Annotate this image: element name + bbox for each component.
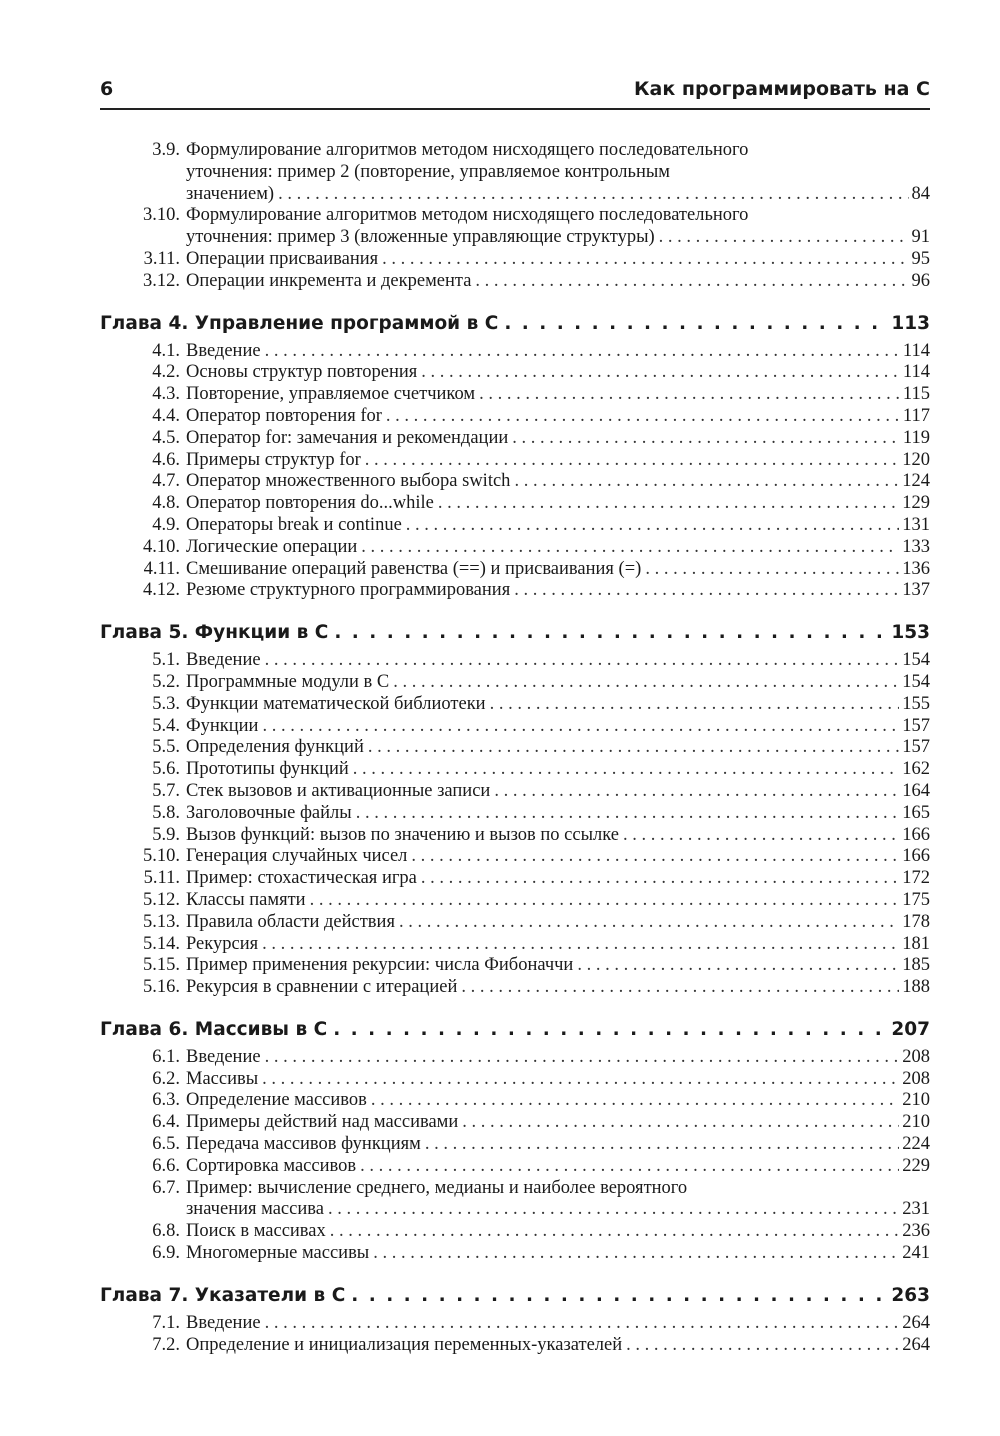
toc-entry-page: 241 bbox=[899, 1243, 930, 1265]
toc-leader-dots bbox=[626, 1335, 899, 1357]
toc-leader-dots bbox=[278, 184, 908, 206]
toc-entry bbox=[100, 1178, 930, 1200]
toc-entry-number: 5.10. bbox=[143, 846, 180, 867]
toc-entry-number: 4.10. bbox=[143, 536, 180, 557]
toc-leader-dots bbox=[438, 493, 899, 515]
toc-entry bbox=[100, 1069, 930, 1091]
toc-entry-number: 4.9. bbox=[152, 514, 180, 535]
toc-entry-page: 166 bbox=[899, 825, 930, 847]
toc-entry bbox=[100, 384, 930, 406]
toc-entry bbox=[100, 890, 930, 912]
toc-entry-title: значения массива bbox=[186, 1199, 328, 1221]
toc-entry bbox=[100, 537, 930, 559]
toc-leader-dots bbox=[490, 694, 900, 716]
toc-entry bbox=[100, 140, 930, 162]
toc-entry bbox=[100, 1047, 930, 1069]
toc-leader-dots bbox=[577, 955, 899, 977]
toc-entry-page: 172 bbox=[899, 868, 930, 890]
toc-leader-dots bbox=[334, 620, 887, 646]
toc-leader-dots bbox=[356, 803, 900, 825]
toc-entry-number: 4.4. bbox=[152, 405, 180, 426]
toc-chapter bbox=[100, 311, 930, 337]
toc-entry bbox=[100, 977, 930, 999]
toc-entry-title: Функции математической библиотеки bbox=[186, 694, 490, 716]
toc-entry bbox=[100, 1112, 930, 1134]
toc-entry bbox=[100, 450, 930, 472]
toc-leader-dots bbox=[421, 362, 900, 384]
toc-entry-number: 4.2. bbox=[152, 362, 180, 383]
toc-entry-number: 5.6. bbox=[152, 759, 180, 780]
toc-entry bbox=[100, 471, 930, 493]
toc-chapter bbox=[100, 1017, 930, 1043]
toc-leader-dots bbox=[368, 737, 899, 759]
toc-entry bbox=[100, 341, 930, 363]
toc-entry-page: 154 bbox=[899, 650, 930, 672]
toc-entry bbox=[100, 406, 930, 428]
toc-entry-title: Вызов функций: вызов по значению и вызов по ссылке bbox=[186, 825, 623, 847]
running-header bbox=[100, 78, 930, 110]
toc-entry-title: Основы структур повторения bbox=[186, 362, 421, 384]
toc-entry-title: Функции bbox=[186, 716, 262, 738]
toc-entry-title: Генерация случайных чисел bbox=[186, 846, 411, 868]
toc-leader-dots bbox=[475, 271, 908, 293]
toc-entry-page: 185 bbox=[899, 955, 930, 977]
toc-entry-number: 6.5. bbox=[152, 1134, 180, 1155]
toc-entry bbox=[100, 803, 930, 825]
toc-entry-page: 236 bbox=[899, 1221, 930, 1243]
toc-entry bbox=[100, 1199, 930, 1221]
toc-entry-page: 264 bbox=[899, 1313, 930, 1335]
toc-entry-page: 208 bbox=[899, 1047, 930, 1069]
toc-entry-page: 157 bbox=[899, 716, 930, 738]
toc-entry bbox=[100, 162, 930, 184]
toc-entry-number: 5.7. bbox=[152, 780, 180, 801]
toc-entry bbox=[100, 559, 930, 581]
toc-entry bbox=[100, 249, 930, 271]
toc-entry bbox=[100, 1221, 930, 1243]
toc-leader-dots bbox=[262, 934, 899, 956]
toc-entry-title: Введение bbox=[186, 1313, 265, 1335]
toc-entry-title: Пример применения рекурсии: числа Фибоначчи bbox=[186, 955, 577, 977]
toc-entry-number: 5.14. bbox=[143, 933, 180, 954]
toc-leader-dots bbox=[659, 227, 909, 249]
toc-entry-number: 4.1. bbox=[152, 340, 180, 361]
toc-leader-dots bbox=[411, 846, 899, 868]
toc-entry-title: Прототипы функций bbox=[186, 759, 353, 781]
toc-entry-page: 84 bbox=[909, 184, 931, 206]
toc-entry-number: 3.11. bbox=[143, 248, 180, 269]
toc-leader-dots bbox=[371, 1090, 899, 1112]
toc-leader-dots bbox=[265, 341, 900, 363]
toc-entry-title: Правила области действия bbox=[186, 912, 399, 934]
toc-entry bbox=[100, 912, 930, 934]
toc-leader-dots bbox=[462, 1112, 899, 1134]
toc-entry-title: Оператор for: замечания и рекомендации bbox=[186, 428, 512, 450]
toc-entry-title: значением) bbox=[186, 184, 278, 206]
toc-chapter-page: 207 bbox=[891, 1018, 930, 1040]
toc-entry-title: Пример: вычисление среднего, медианы и наиболее вероятного bbox=[186, 1178, 691, 1200]
toc-leader-dots bbox=[406, 515, 899, 537]
toc-entry-page: 178 bbox=[899, 912, 930, 934]
toc-entry-title: Рекурсия в сравнении с итерацией bbox=[186, 977, 461, 999]
toc-entry-number: 4.6. bbox=[152, 449, 180, 470]
toc-leader-dots bbox=[333, 1017, 887, 1043]
toc-chapter-page: 263 bbox=[891, 1284, 930, 1306]
toc-entry bbox=[100, 1313, 930, 1335]
toc-entry-number: 4.11. bbox=[143, 558, 180, 579]
toc-entry-title: Поиск в массивах bbox=[186, 1221, 330, 1243]
toc-leader-dots bbox=[504, 311, 887, 337]
toc-leader-dots bbox=[262, 716, 899, 738]
toc-entry-number: 3.10. bbox=[143, 205, 180, 226]
toc-leader-dots bbox=[461, 977, 899, 999]
toc-entry bbox=[100, 515, 930, 537]
toc-entry-number: 6.8. bbox=[152, 1221, 180, 1242]
toc-leader-dots bbox=[645, 559, 899, 581]
toc-leader-dots bbox=[328, 1199, 899, 1221]
toc-entry-number: 3.9. bbox=[152, 140, 180, 160]
toc-entry-number: 5.2. bbox=[152, 671, 180, 692]
toc-entry bbox=[100, 205, 930, 227]
toc-entry bbox=[100, 868, 930, 890]
toc-entry-number: 5.3. bbox=[152, 693, 180, 714]
toc-entry-page: 120 bbox=[899, 450, 930, 472]
toc-leader-dots bbox=[382, 249, 908, 271]
toc-entry-page: 114 bbox=[900, 341, 930, 363]
toc-entry-title: Введение bbox=[186, 1047, 265, 1069]
toc-entry bbox=[100, 227, 930, 249]
toc-entry-number: 7.2. bbox=[152, 1334, 180, 1355]
toc-entry-page: 96 bbox=[909, 271, 931, 293]
toc-entry-title: Операции инкремента и декремента bbox=[186, 271, 475, 293]
toc-entry-number: 5.8. bbox=[152, 802, 180, 823]
toc-entry-title: Оператор множественного выбора switch bbox=[186, 471, 514, 493]
toc-entry-page: 164 bbox=[899, 781, 930, 803]
running-title: Как программировать на С bbox=[633, 78, 930, 100]
toc-entry bbox=[100, 759, 930, 781]
toc-leader-dots bbox=[514, 580, 899, 602]
toc-entry-number: 5.12. bbox=[143, 889, 180, 910]
toc-entry-title: Оператор повторения for bbox=[186, 406, 386, 428]
toc-entry-page: 115 bbox=[900, 384, 930, 406]
toc-entry bbox=[100, 1134, 930, 1156]
toc-chapter-title: Глава 6. Массивы в С bbox=[100, 1018, 328, 1040]
toc-entry bbox=[100, 737, 930, 759]
toc-entry-title: Резюме структурного программирования bbox=[186, 580, 514, 602]
toc-entry-page: 166 bbox=[899, 846, 930, 868]
toc-leader-dots bbox=[310, 890, 900, 912]
toc-entry-page: 154 bbox=[899, 672, 930, 694]
toc-entry-number: 3.12. bbox=[143, 270, 180, 291]
toc-entry-title: Операции присваивания bbox=[186, 249, 382, 271]
toc-entry bbox=[100, 694, 930, 716]
toc-entry-title: Логические операции bbox=[186, 537, 361, 559]
toc-entry-number: 6.2. bbox=[152, 1068, 180, 1089]
toc-leader-dots bbox=[514, 471, 899, 493]
toc-leader-dots bbox=[494, 781, 899, 803]
toc-entry-page: 181 bbox=[899, 934, 930, 956]
toc-entry bbox=[100, 493, 930, 515]
toc-leader-dots bbox=[262, 1069, 899, 1091]
toc-leader-dots bbox=[399, 912, 899, 934]
toc-leader-dots bbox=[425, 1134, 899, 1156]
toc-entry-page: 133 bbox=[899, 537, 930, 559]
toc-chapter bbox=[100, 1283, 930, 1309]
toc-leader-dots bbox=[360, 1156, 899, 1178]
toc-entry bbox=[100, 362, 930, 384]
toc-entry-page: 91 bbox=[909, 227, 931, 249]
toc-entry bbox=[100, 1335, 930, 1357]
toc-leader-dots bbox=[393, 672, 899, 694]
toc-entry bbox=[100, 672, 930, 694]
toc-entry-title: Примеры действий над массивами bbox=[186, 1112, 462, 1134]
toc-entry-number: 7.1. bbox=[152, 1312, 180, 1333]
toc-entry bbox=[100, 580, 930, 602]
toc-entry-title: Введение bbox=[186, 341, 265, 363]
toc-entry-title: Определение массивов bbox=[186, 1090, 371, 1112]
toc-leader-dots bbox=[330, 1221, 899, 1243]
toc-entry bbox=[100, 271, 930, 293]
toc-entry-title: Введение bbox=[186, 650, 265, 672]
toc-leader-dots bbox=[361, 537, 899, 559]
toc-entry-page: 137 bbox=[899, 580, 930, 602]
toc-entry-title: Передача массивов функциям bbox=[186, 1134, 425, 1156]
toc-entry bbox=[100, 825, 930, 847]
toc-entry-number: 5.4. bbox=[152, 715, 180, 736]
toc-entry-page: 231 bbox=[899, 1199, 930, 1221]
toc-entry-page: 119 bbox=[900, 428, 930, 450]
toc-leader-dots bbox=[365, 450, 899, 472]
toc-entry-number: 6.7. bbox=[152, 1177, 180, 1198]
toc-leader-dots bbox=[265, 1047, 900, 1069]
toc-entry-title: Оператор повторения do...while bbox=[186, 493, 438, 515]
toc-entry-title: Примеры структур for bbox=[186, 450, 365, 472]
toc-entry-number: 6.9. bbox=[152, 1243, 180, 1264]
toc-entry-page: 264 bbox=[899, 1335, 930, 1357]
toc-entry-page: 224 bbox=[899, 1134, 930, 1156]
toc-entry bbox=[100, 1156, 930, 1178]
toc-entry-page: 157 bbox=[899, 737, 930, 759]
toc-entry-title: Сортировка массивов bbox=[186, 1156, 360, 1178]
toc-entry-number: 6.3. bbox=[152, 1090, 180, 1111]
toc-chapter bbox=[100, 620, 930, 646]
toc-entry-title: Рекурсия bbox=[186, 934, 262, 956]
toc-chapter-page: 113 bbox=[891, 312, 930, 334]
toc-entry-page: 162 bbox=[899, 759, 930, 781]
toc-entry bbox=[100, 781, 930, 803]
toc-entry-page: 175 bbox=[899, 890, 930, 912]
toc-entry-number: 5.1. bbox=[152, 650, 180, 671]
toc-entry bbox=[100, 650, 930, 672]
toc-entry-number: 4.5. bbox=[152, 427, 180, 448]
toc-entry-page: 136 bbox=[899, 559, 930, 581]
toc-entry-number: 5.5. bbox=[152, 737, 180, 758]
toc-entry bbox=[100, 955, 930, 977]
toc-leader-dots bbox=[351, 1283, 887, 1309]
toc-entry-title: Стек вызовов и активационные записи bbox=[186, 781, 494, 803]
toc-leader-dots bbox=[421, 868, 899, 890]
toc-leader-dots bbox=[479, 384, 900, 406]
toc-entry-title: Формулирование алгоритмов методом нисходящего последовательного bbox=[186, 140, 752, 162]
toc-entry-title: Классы памяти bbox=[186, 890, 310, 912]
toc-entry-page: 129 bbox=[899, 493, 930, 515]
toc-leader-dots bbox=[353, 759, 899, 781]
toc-entry bbox=[100, 428, 930, 450]
toc-entry-page: 114 bbox=[900, 362, 930, 384]
toc-entry-title: Операторы break и continue bbox=[186, 515, 406, 537]
toc-entry-number: 6.6. bbox=[152, 1155, 180, 1176]
toc-entry-number: 5.16. bbox=[143, 977, 180, 998]
toc-entry-title: Заголовочные файлы bbox=[186, 803, 356, 825]
toc-entry bbox=[100, 184, 930, 206]
toc-entry-number: 6.1. bbox=[152, 1046, 180, 1067]
toc-entry-title: Пример: стохастическая игра bbox=[186, 868, 421, 890]
toc-entry-page: 131 bbox=[899, 515, 930, 537]
toc-entry-title: Повторение, управляемое счетчиком bbox=[186, 384, 479, 406]
toc-entry-number: 4.8. bbox=[152, 493, 180, 514]
toc-entry-title: Программные модули в С bbox=[186, 672, 393, 694]
toc-entry-number: 4.3. bbox=[152, 384, 180, 405]
toc-entry-page: 117 bbox=[900, 406, 930, 428]
toc-entry-title: Многомерные массивы bbox=[186, 1243, 373, 1265]
toc-entry-title: Определения функций bbox=[186, 737, 368, 759]
toc-chapter-title: Глава 4. Управление программой в С bbox=[100, 312, 499, 334]
toc-entry bbox=[100, 846, 930, 868]
toc-entry-page: 208 bbox=[899, 1069, 930, 1091]
toc-entry bbox=[100, 1243, 930, 1265]
toc-leader-dots bbox=[623, 825, 899, 847]
page-number: 6 bbox=[100, 78, 114, 100]
toc-entry-title: Массивы bbox=[186, 1069, 262, 1091]
toc-entry-title: Смешивание операций равенства (==) и присваивания (=) bbox=[186, 559, 645, 581]
toc-leader-dots bbox=[386, 406, 900, 428]
toc-chapter-title: Глава 7. Указатели в С bbox=[100, 1284, 346, 1306]
toc-entry-page: 210 bbox=[899, 1112, 930, 1134]
toc-entry-title: Формулирование алгоритмов методом нисходящего последовательного bbox=[186, 205, 752, 227]
toc-leader-dots bbox=[512, 428, 900, 450]
toc-entry-number: 4.12. bbox=[143, 580, 180, 601]
toc-entry-page: 124 bbox=[899, 471, 930, 493]
toc-chapter-page: 153 bbox=[891, 622, 930, 644]
toc-entry-page: 95 bbox=[909, 249, 931, 271]
toc-leader-dots bbox=[265, 650, 900, 672]
toc-chapter-title: Глава 5. Функции в С bbox=[100, 622, 329, 644]
toc-entry-page: 210 bbox=[899, 1090, 930, 1112]
toc-entry-title: Определение и инициализация переменных-указателей bbox=[186, 1335, 626, 1357]
toc-entry-page: 229 bbox=[899, 1156, 930, 1178]
toc-entry-number: 5.9. bbox=[152, 824, 180, 845]
toc-entry bbox=[100, 716, 930, 738]
toc-entry-page: 155 bbox=[899, 694, 930, 716]
toc-entry-number: 5.15. bbox=[143, 955, 180, 976]
table-of-contents bbox=[100, 140, 930, 1356]
toc-entry bbox=[100, 1090, 930, 1112]
toc-entry-title: уточнения: пример 3 (вложенные управляющие структуры) bbox=[186, 227, 659, 249]
toc-entry-page: 188 bbox=[899, 977, 930, 999]
toc-entry-number: 6.4. bbox=[152, 1112, 180, 1133]
toc-entry-number: 5.13. bbox=[143, 911, 180, 932]
toc-entry bbox=[100, 934, 930, 956]
toc-entry-number: 4.7. bbox=[152, 471, 180, 492]
toc-entry-title: уточнения: пример 2 (повторение, управляемое контрольным bbox=[186, 162, 674, 184]
toc-leader-dots bbox=[265, 1313, 900, 1335]
toc-entry-number: 5.11. bbox=[143, 868, 180, 889]
toc-leader-dots bbox=[373, 1243, 899, 1265]
toc-entry-page: 165 bbox=[899, 803, 930, 825]
